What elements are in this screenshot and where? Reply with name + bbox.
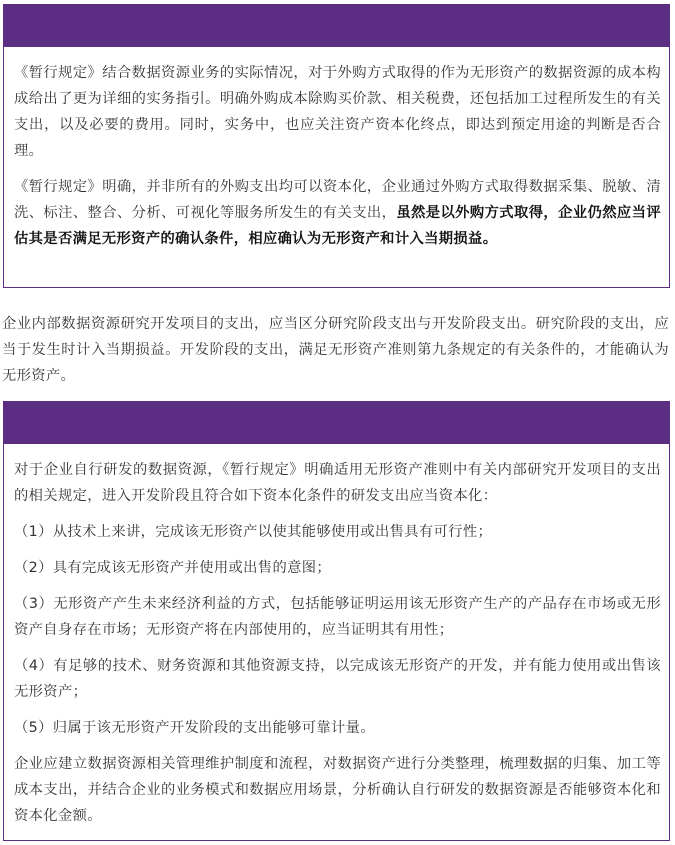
paragraph: 《暂行规定》结合数据资源业务的实际情况，对于外购方式取得的作为无形资产的数据资源的成本构成给出了更为详细的实务指引。明确外购成本除购买价款、相关税费，还包括加工过程所发生的有关支出，以及必要的费用。同时，实务中，也应关注资产资本化终点，即达到预定用途的判断是否合理。 <box>14 65 661 159</box>
list-item: （2）具有完成该无形资产并使用或出售的意图； <box>14 560 332 576</box>
list-item: （4）有足够的技术、财务资源和其他资源支持，以完成该无形资产的开发，并有能力使用或出售该无形资产； <box>14 658 661 700</box>
list-item: （1）从技术上来讲，完成该无形资产以使其能够使用或出售具有可行性； <box>14 524 493 540</box>
box-body <box>4 457 669 829</box>
paragraph <box>14 174 661 252</box>
box-header-bar <box>4 402 669 444</box>
list-item: （3）无形资产产生未来经济利益的方式，包括能够证明运用该无形资产生产的产品存在市场或无形资产自身存在市场；无形资产将在内部使用的，应当证明其有用性； <box>14 596 661 638</box>
info-box-self-developed <box>3 401 670 841</box>
paragraph: 企业应建立数据资源相关管理维护制度和流程，对数据资产进行分类整理，梳理数据的归集、加工等成本支出，并结合企业的业务模式和数据应用场景，分析确认自行研发的数据资源是否能够资本化和资本化金额。 <box>14 756 661 824</box>
list-item: （5）归属于该无形资产开发阶段的支出能够可靠计量。 <box>14 720 375 736</box>
box-body <box>4 60 669 252</box>
paragraph-internal-rd: 企业内部数据资源研究开发项目的支出，应当区分研究阶段支出与开发阶段支出。研究阶段的支出，应当于发生时计入当期损益。开发阶段的支出，满足无形资产准则第九条规定的有关条件的，才能确认为无形资产。 <box>2 316 669 384</box>
paragraph: 对于企业自行研发的数据资源，《暂行规定》明确适用无形资产准则中有关内部研究开发项目的支出的相关规定，进入开发阶段且符合如下资本化条件的研发支出应当资本化： <box>14 462 661 504</box>
paragraph-emphasis: 虽然是以外购方式取得，企业仍然应当评估其是否满足无形资产的确认条件，相应确认为无形资产和计入当期损益。 <box>14 205 661 247</box>
info-box-purchased <box>3 4 670 288</box>
box-header-bar <box>4 5 669 47</box>
paragraph-text: 《暂行规定》明确，并非所有的外购支出均可以资本化，企业通过外购方式取得数据采集、脱敏、清洗、标注、整合、分析、可视化等服务所发生的有关支出， <box>14 179 661 221</box>
